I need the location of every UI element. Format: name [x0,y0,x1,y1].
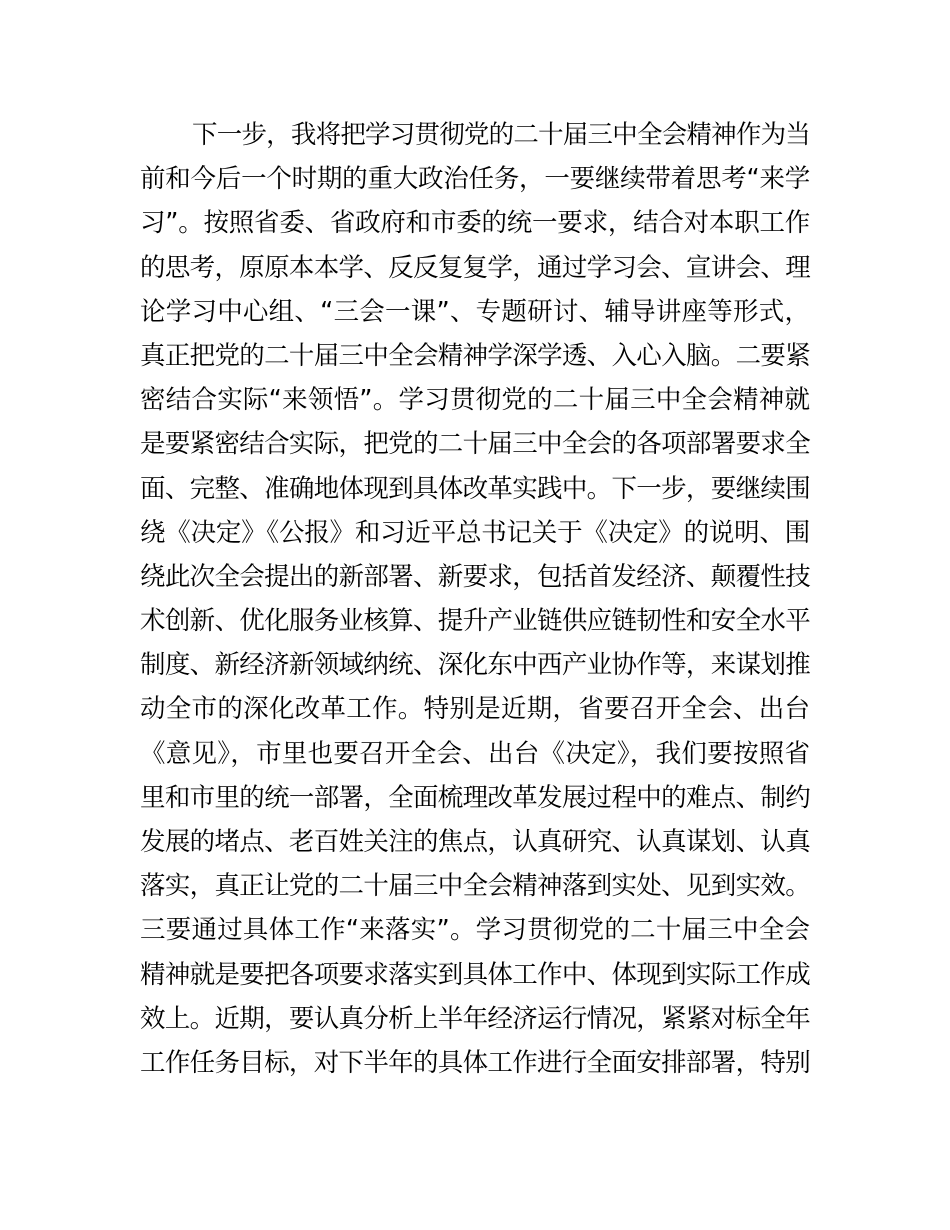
paragraph-line: 论学习中心组、“三会一课”、专题研讨、辅导讲座等形式， [140,296,810,327]
paragraph-line: 的思考，原原本本学、反反复复学，通过学习会、宣讲会、理 [140,252,810,283]
paragraph-line: 绕《决定》《公报》和习近平总书记关于《决定》的说明、围 [140,517,810,548]
paragraph-line: 效上。近期，要认真分析上半年经济运行情况，紧紧对标全年 [140,1003,810,1034]
paragraph-line: 是要紧密结合实际，把党的二十届三中全会的各项部署要求全 [140,429,810,460]
paragraph-line: 精神就是要把各项要求落实到具体工作中、体现到实际工作成 [140,959,810,990]
paragraph-line: 里和市里的统一部署，全面梳理改革发展过程中的难点、制约 [140,782,810,813]
paragraph-line: 下一步，我将把学习贯彻党的二十届三中全会精神作为当 [192,120,810,150]
body-paragraph [140,113,810,1085]
paragraph-line: 面、完整、准确地体现到具体改革实践中。下一步，要继续围 [140,473,810,504]
paragraph-line: 落实，真正让党的二十届三中全会精神落到实处、见到实效。 [140,871,810,902]
paragraph-line: 制度、新经济新领域纳统、深化东中西产业协作等，来谋划推 [140,650,810,681]
paragraph-line: 三要通过具体工作“来落实”。学习贯彻党的二十届三中全会 [140,915,810,946]
paragraph-line: 密结合实际“来领悟”。学习贯彻党的二十届三中全会精神就 [140,385,810,416]
paragraph-line: 术创新、优化服务业核算、提升产业链供应链韧性和安全水平 [140,606,810,637]
paragraph-line: 工作任务目标，对下半年的具体工作进行全面安排部署，特别 [140,1047,810,1078]
paragraph-line: 发展的堵点、老百姓关注的焦点，认真研究、认真谋划、认真 [140,827,810,857]
paragraph-line: 《意见》，市里也要召开全会、出台《决定》，我们要按照省 [140,738,810,769]
paragraph-line: 习”。按照省委、省政府和市委的统一要求，结合对本职工作 [140,208,810,239]
paragraph-line: 绕此次全会提出的新部署、新要求，包括首发经济、颠覆性技 [140,561,810,592]
paragraph-line: 前和今后一个时期的重大政治任务，一要继续带着思考“来学 [140,164,810,195]
paragraph-line: 真正把党的二十届三中全会精神学深学透、入心入脑。二要紧 [140,340,810,371]
paragraph-line: 动全市的深化改革工作。特别是近期，省要召开全会、出台 [140,694,810,725]
